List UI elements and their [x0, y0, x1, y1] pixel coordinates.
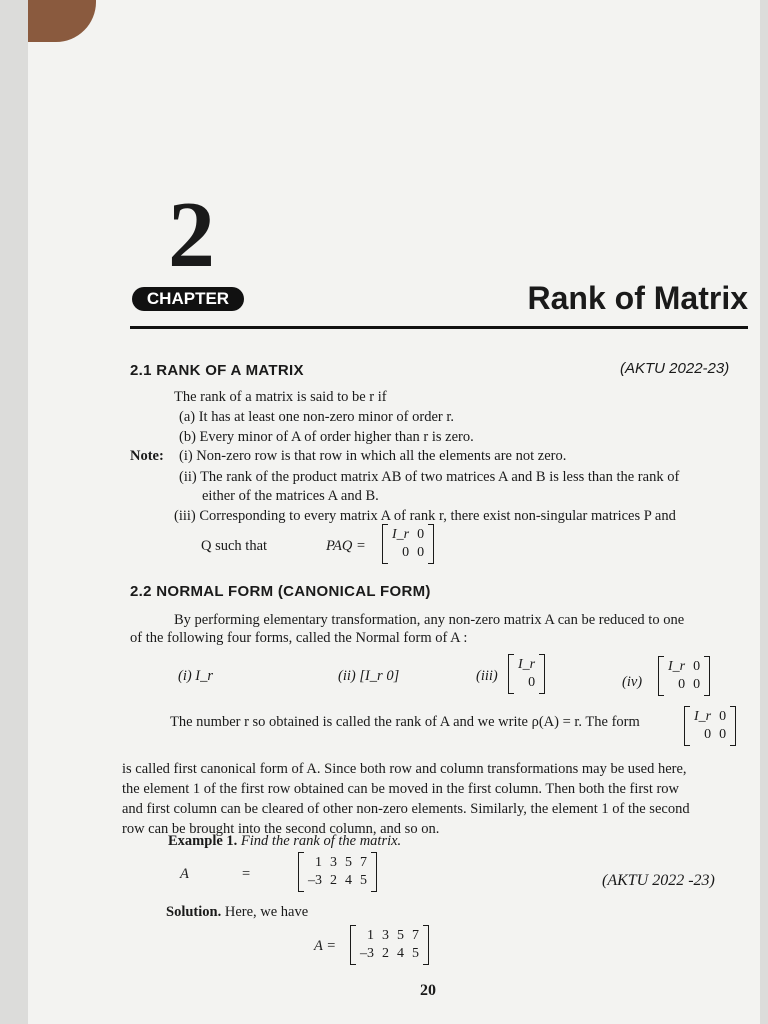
example-matrix [298, 852, 377, 892]
matrix-cell: I_r [668, 659, 686, 674]
q-such-that: Q such that [201, 538, 268, 554]
example-lhs: A [180, 866, 189, 882]
note-item-3: (iii) Corresponding to every matrix A of rank r, there exist non-singular matrices P and [174, 508, 676, 524]
form-3-label: (iii) [476, 668, 498, 684]
matrix-cell: 4 [397, 946, 404, 961]
matrix-cell: I_r [694, 709, 712, 724]
paragraph-line: the element 1 of the first row obtained can be moved in the first column. Then both the first row [122, 781, 680, 797]
solution-matrix [350, 925, 429, 965]
example-heading [168, 831, 401, 851]
rank-notation-line: The number r so obtained is called the rank of A and we write ρ(A) = r. The form [170, 714, 640, 730]
paragraph-line: and first column can be cleared of other non-zero elements. Similarly, the element 1 of the second [122, 801, 690, 817]
matrix-cell: 4 [345, 873, 352, 888]
solution-line [166, 902, 308, 922]
matrix-cell: 3 [330, 855, 337, 870]
matrix-cell: –3 [308, 873, 322, 888]
matrix-cell: 0 [704, 727, 712, 742]
matrix-cell: 0 [417, 545, 425, 560]
paq-label: PAQ = [326, 538, 366, 554]
rank-condition-b: (b) Every minor of A of order higher than r is zero. [179, 429, 474, 445]
note-item-2-line-1: (ii) The rank of the product matrix AB of two matrices A and B is less than the rank of [179, 469, 680, 485]
matrix-cell: I_r [392, 527, 410, 542]
matrix-cell: 1 [315, 855, 322, 870]
rank-definition-intro: The rank of a matrix is said to be r if [174, 389, 387, 405]
matrix-cell: 0 [417, 527, 425, 542]
normal-form-para-line-1: By performing elementary transformation, any non-zero matrix A can be reduced to one [174, 612, 685, 628]
matrix-cell: 2 [382, 946, 389, 961]
section-2-1-reference: (AKTU 2022-23) [620, 360, 730, 377]
form-4-label: (iv) [622, 674, 643, 690]
note-item-1: (i) Non-zero row is that row in which all the elements are not zero. [179, 448, 567, 464]
matrix-cell: 7 [412, 928, 419, 943]
matrix-cell: 5 [345, 855, 352, 870]
example-equals: = [242, 866, 251, 882]
paq-matrix [382, 524, 434, 564]
normal-form-para-line-2: of the following four forms, called the Normal form of A : [130, 630, 468, 646]
matrix-cell: 0 [678, 677, 686, 692]
thumb-photo-artifact [28, 0, 96, 42]
matrix-cell: 5 [360, 873, 367, 888]
chapter-number: 2 [168, 183, 215, 287]
matrix-cell: 0 [719, 727, 727, 742]
book-page [28, 0, 760, 1024]
matrix-cell: –3 [360, 946, 374, 961]
matrix-cell: 0 [693, 677, 701, 692]
matrix-cell: 0 [528, 675, 536, 690]
matrix-cell: 5 [412, 946, 419, 961]
matrix-cell: I_r [518, 657, 536, 672]
matrix-cell: 1 [367, 928, 374, 943]
example-label: Example 1. [168, 833, 238, 849]
rank-condition-a: (a) It has at least one non-zero minor of order r. [179, 409, 454, 425]
section-2-2-heading: 2.2 NORMAL FORM (CANONICAL FORM) [130, 583, 431, 600]
matrix-cell: 7 [360, 855, 367, 870]
section-2-1-heading: 2.1 RANK OF A MATRIX [130, 362, 304, 379]
page-number: 20 [420, 982, 436, 999]
solution-text: Here, we have [224, 904, 309, 920]
example-prompt: Find the rank of the matrix. [240, 833, 402, 849]
matrix-cell: 0 [693, 659, 701, 674]
note-item-2-line-2: either of the matrices A and B. [202, 488, 379, 504]
paragraph-line: is called first canonical form of A. Since both row and column transformations may be used here, [122, 761, 687, 777]
canonical-form-paragraph [122, 759, 752, 839]
title-rule [130, 326, 748, 329]
chapter-badge: CHAPTER [132, 287, 244, 311]
form-1: (i) I_r [178, 668, 214, 684]
matrix-cell: 3 [382, 928, 389, 943]
paragraph-line: row can be brought into the second column, and so on. [122, 821, 440, 837]
form-2: (ii) [I_r 0] [338, 668, 400, 684]
note-label: Note: [130, 448, 164, 464]
matrix-cell: 0 [402, 545, 410, 560]
solution-label: Solution. [166, 904, 222, 920]
solution-lhs: A = [314, 938, 337, 954]
first-canonical-matrix [684, 706, 736, 746]
chapter-title: Rank of Matrix [527, 280, 748, 316]
form-3-matrix [508, 654, 545, 694]
example-reference: (AKTU 2022 -23) [602, 872, 715, 889]
matrix-cell: 2 [330, 873, 337, 888]
matrix-cell: 0 [719, 709, 727, 724]
matrix-cell: 5 [397, 928, 404, 943]
form-4-matrix [658, 656, 710, 696]
